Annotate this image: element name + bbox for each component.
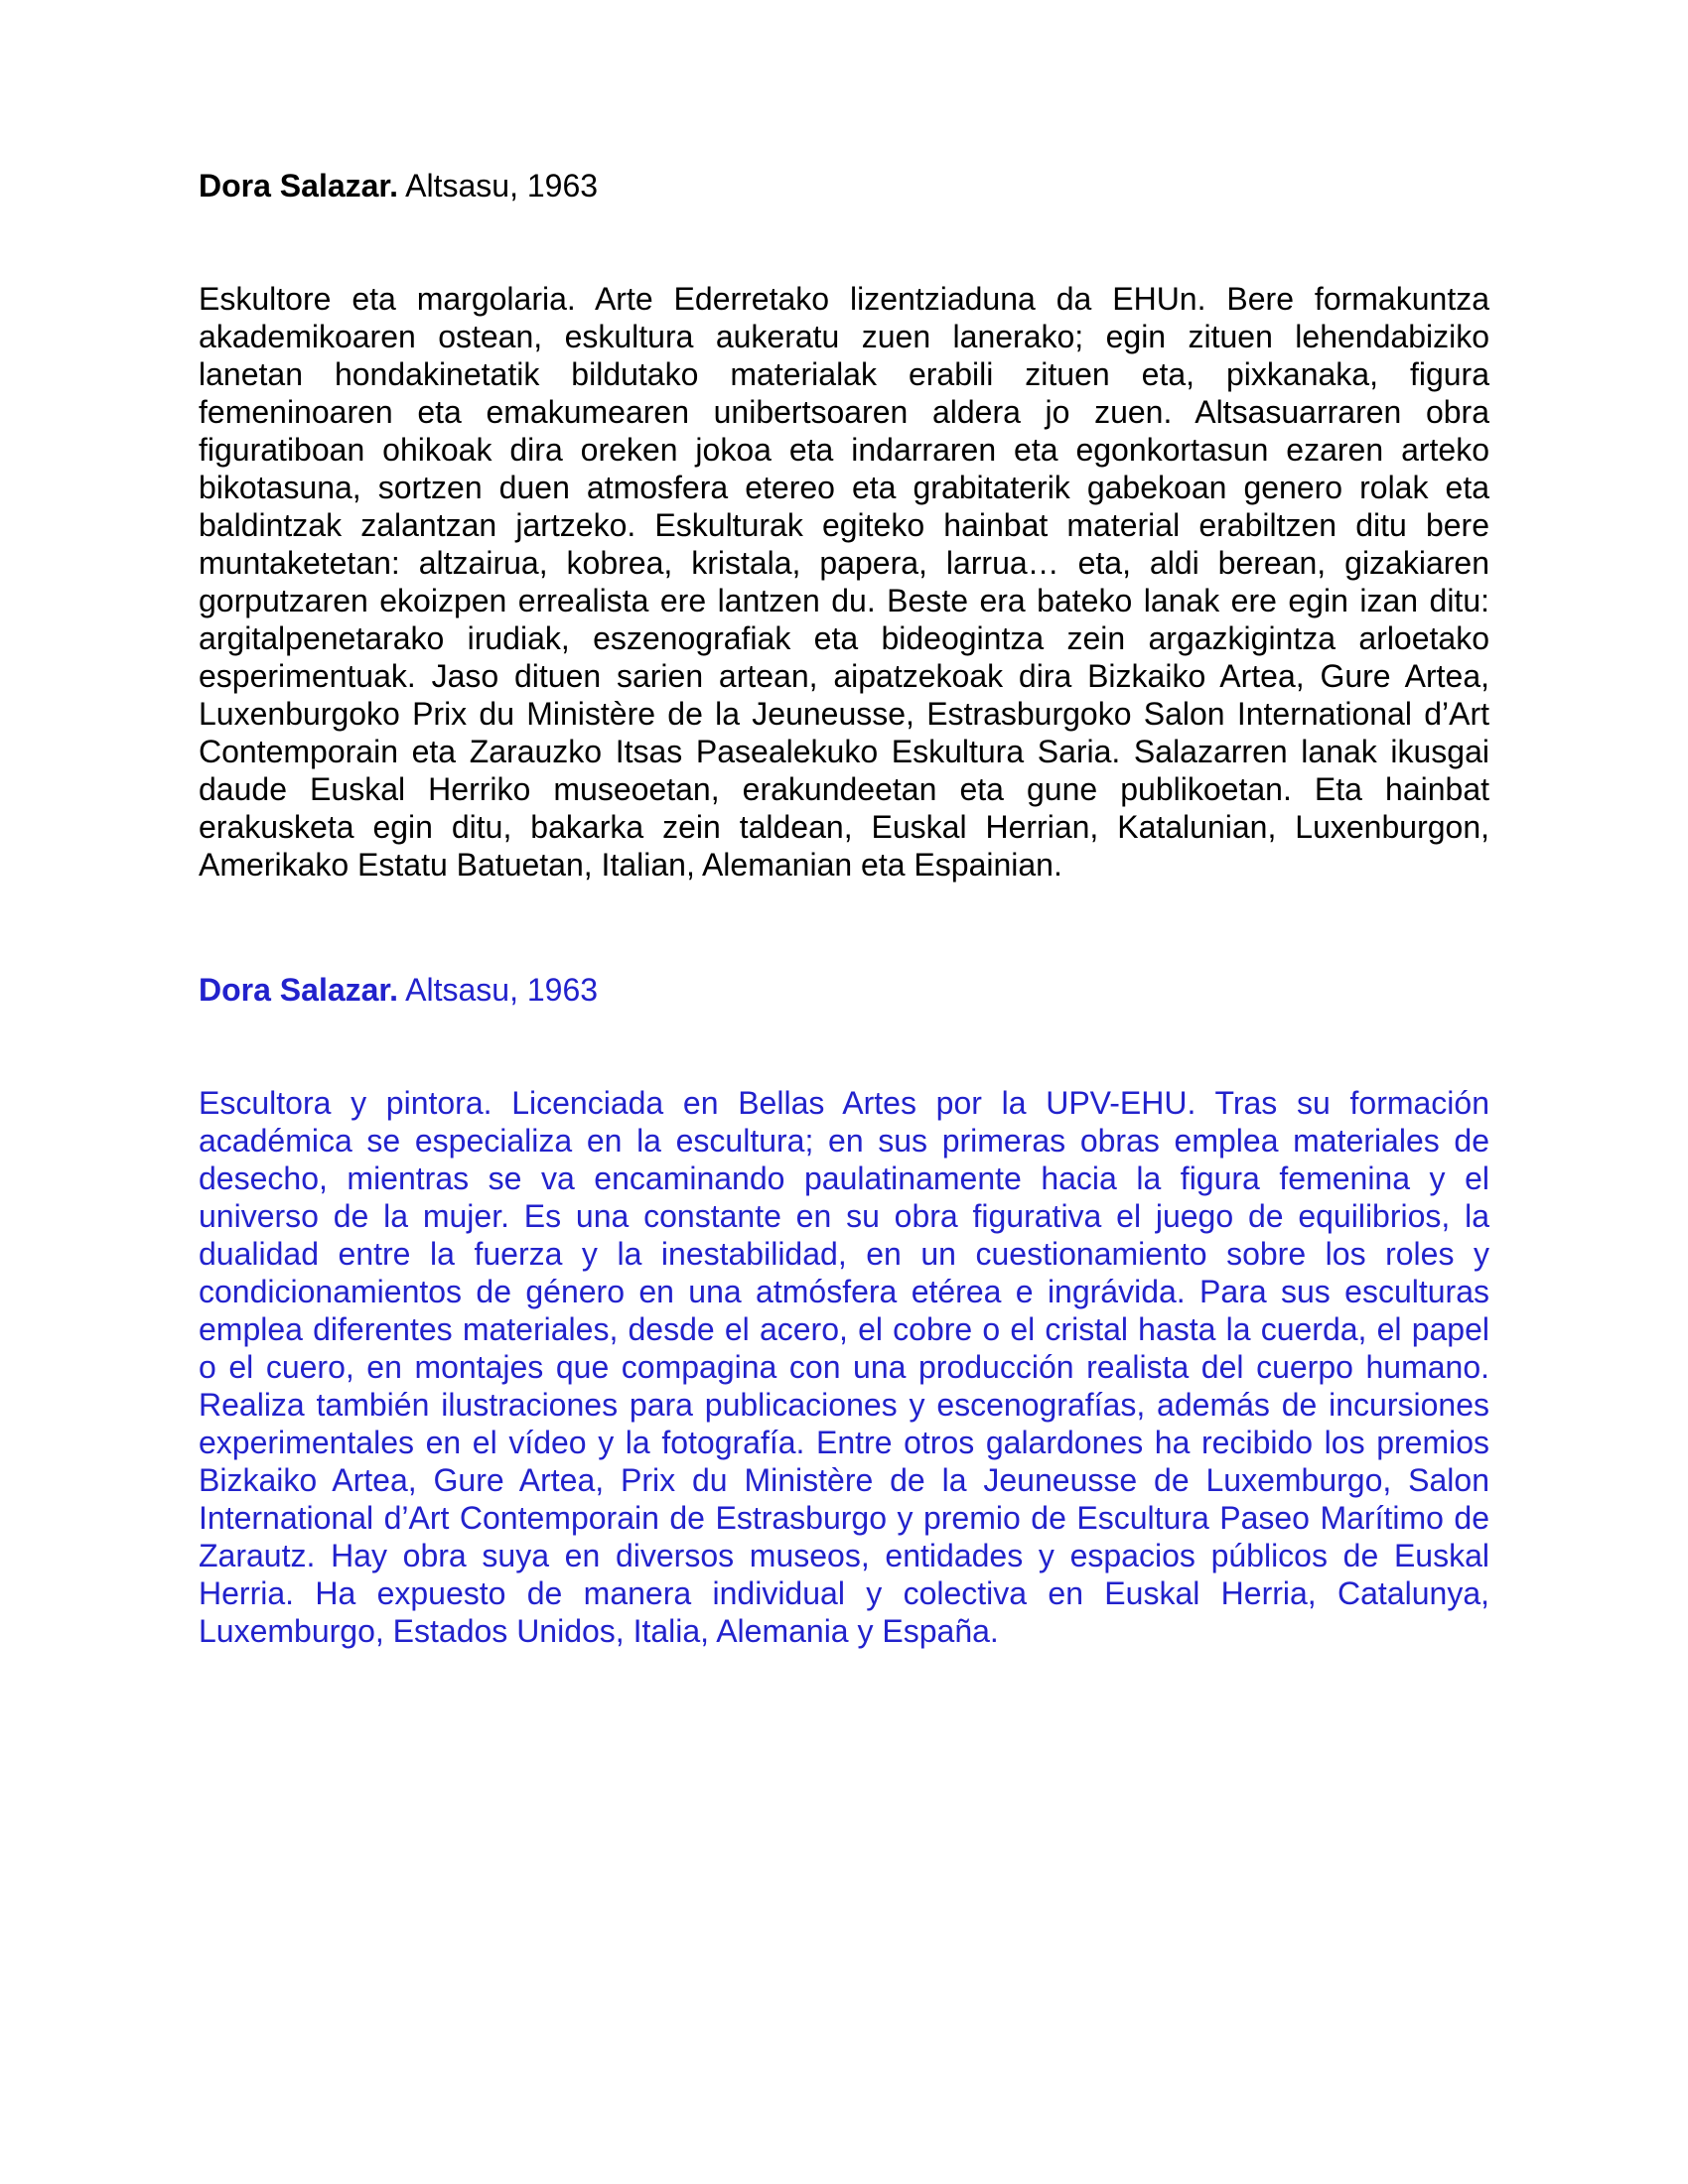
birthplace-year: Altsasu, 1963 [398, 168, 599, 204]
birthplace-year: Altsasu, 1963 [398, 972, 599, 1008]
biography-paragraph-basque: Eskultore eta margolaria. Arte Ederretako lizentziaduna da EHUn. Bere formakuntza akademikoaren ostean, eskultura aukeratu zuen lanerako; egin zituen lehendabiziko lanetan hondakinetatik bildutako materialak erabili zituen eta, pixkanaka, figura femeninoaren eta emakumearen unibertsoaren aldera jo zuen. Altsasuarraren obra figuratiboan ohikoak dira oreken jokoa eta indarraren eta egonkortasun ezaren arteko bikotasuna, sortzen duen atmosfera etereo eta grabitaterik gabekoan genero rolak eta baldintzak zalantzan jartzeko. Eskulturak egiteko hainbat material erabiltzen ditu bere muntaketetan: altzairua, kobrea, kristala, papera, larrua… eta, aldi berean, gizakiaren gorputzaren ekoizpen errealista ere lantzen du. Beste era bateko lanak ere egin izan ditu: argitalpenetarako irudiak, eszenografiak eta bideogintza zein argazkigintza arloetako esperimentuak. Jaso dituen sarien artean, aipatzekoak dira Bizkaiko Artea, Gure Artea, Luxenburgoko Prix du Ministère de la Jeuneusse, Estrasburgoko Salon International d’Art Contemporain eta Zarauzko Itsas Pasealekuko Eskultura Saria. Salazarren lanak ikusgai daude Euskal Herriko museoetan, erakundeetan eta gune publikoetan. Eta hainbat erakusketa egin ditu, bakarka zein taldean, Euskal Herrian, Katalunian, Luxenburgon, Amerikako Estatu Batuetan, Italian, Alemanian eta Espainian. [199, 281, 1489, 883]
artist-name: Dora Salazar. [199, 168, 398, 204]
artist-name: Dora Salazar. [199, 972, 398, 1008]
section-basque-bio [199, 167, 1489, 884]
biography-paragraph-spanish: Escultora y pintora. Licenciada en Bellas Artes por la UPV-EHU. Tras su formación académica se especializa en la escultura; en sus primeras obras emplea materiales de desecho, mientras se va encaminando paulatinamente hacia la figura femenina y el universo de la mujer. Es una constante en su obra figurativa el juego de equilibrios, la dualidad entre la fuerza y la inestabilidad, en un cuestionamiento sobre los roles y condicionamientos de género en una atmósfera etérea e ingrávida. Para sus esculturas emplea diferentes materiales, desde el acero, el cobre o el cristal hasta la cuerda, el papel o el cuero, en montajes que compagina con una producción realista del cuerpo humano. Realiza también ilustraciones para publicaciones y escenografías, además de incursiones experimentales en el vídeo y la fotografía. Entre otros galardones ha recibido los premios Bizkaiko Artea, Gure Artea, Prix du Ministère de la Jeuneusse de Luxemburgo, Salon International d’Art Contemporain de Estrasburgo y premio de Escultura Paseo Marítimo de Zarautz. Hay obra suya en diversos museos, entidades y espacios públicos de Euskal Herria. Ha expuesto de manera individual y colectiva en Euskal Herria, Catalunya, Luxemburgo, Estados Unidos, Italia, Alemania y España. [199, 1085, 1489, 1649]
section-heading [199, 167, 1489, 205]
section-heading [199, 971, 1489, 1009]
section-spanish-bio [199, 971, 1489, 1650]
